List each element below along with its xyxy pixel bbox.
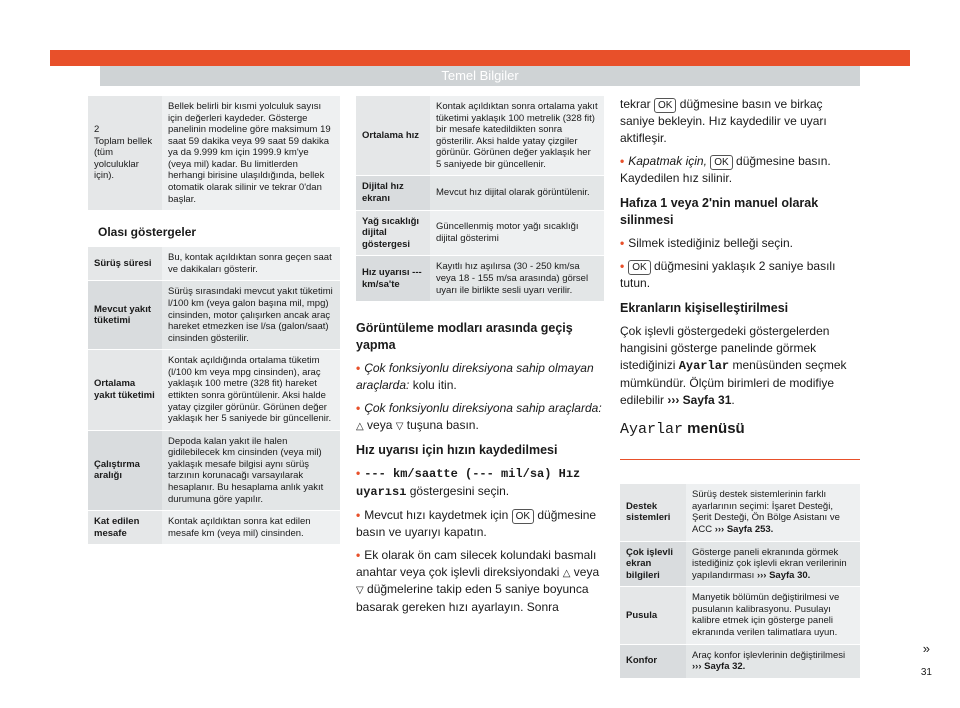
row-value: Sürüş sırasındaki mevcut yakıt tüketimi l/100 km (veya galon başına mil, mpg) cinsinden, motor çalışırken ancak araç hareket etmezken ise l/sa (galon/saat) cinsinden gösterilir. [162, 281, 340, 350]
bullet-text: Mevcut hızı kaydetmek için [364, 508, 512, 523]
triangle-up-icon: △ [356, 420, 364, 432]
section-header [100, 66, 860, 86]
row-key: Yağ sıcaklığı dijital göstergesi [356, 210, 430, 256]
bullet-icon: • [356, 466, 361, 480]
row-value [686, 644, 860, 678]
row-key: Dijital hız ekranı [356, 176, 430, 210]
row-key: 2 Toplam bellek (tüm yolculuklar için). [88, 96, 162, 211]
row-value-text: Gösterge paneli ekranında görmek istediğiniz çok işlevli ekran verilerinin yapılandırması [692, 546, 847, 581]
table-row [620, 484, 860, 541]
bullet-icon: • [620, 235, 625, 250]
section-title: Olası göstergeler [98, 225, 197, 240]
bullet-italic: Kapatmak için, [628, 154, 707, 169]
table-row [356, 256, 604, 302]
bullet-text: veya [570, 565, 600, 580]
settings-table [620, 484, 860, 679]
bullet-text: kolu itin. [409, 377, 457, 392]
paragraph-text: düğmesine basın ve birkaç saniye bekleyin. Hız kaydedilir ve uyarı aktifleşir. [620, 97, 827, 146]
list-item [356, 465, 604, 501]
paragraph [620, 96, 860, 147]
row-key: Hız uyarısı --- km/sa'te [356, 256, 430, 302]
memory-table [88, 96, 340, 211]
bullet-text: düğmesini yaklaşık 2 saniye basılı tutun. [620, 258, 836, 290]
ok-key: OK [512, 509, 534, 524]
bullet-text: tuşuna basın. [403, 417, 479, 432]
bullet-italic: Çok fonksiyonlu direksiyona sahip olmayan araçlarda: [356, 360, 594, 392]
row-value: Bellek belirli bir kısmi yolculuk sayısı için değerleri kaydeder. Gösterge panelinin modeline göre maksimum 19 saat 59 dakika veya 99 saat 59 dakika ya da 9.999 km için 1999.9 km'ye (veya mil) kadar. Bu limitlerden herhangi birisine ulaşıldığında, bellek otomatik olarak silinir ve tekrar 0'dan başlar. [162, 96, 340, 211]
bullet-text: düğmesine basın. Kaydedilen hız silinir. [620, 154, 831, 186]
table-row [88, 430, 340, 510]
bullet-icon: • [356, 400, 361, 415]
list-item [620, 258, 860, 292]
page-reference-link[interactable]: ››› Sayfa 32. [692, 661, 746, 673]
row-value-text: Manyetik bölümün değiştirilmesi ve pusulanın kalibrasyonu. Pusulayı kalibre etmek için gösterge paneli ekranında verilen talimatlara uyun. [692, 592, 840, 639]
row-value: Bu, kontak açıldıktan sonra geçen saat ve dakikaları gösterir. [162, 247, 340, 281]
row-value: Depoda kalan yakıt ile halen gidilebilecek km cinsinden (veya mil) yaklaşık mesafe bilgisi aynı sürüş tarzının korunacağı varsayılarak hesaplanır. Bu hesaplama anlık yakıt durumuna göre yapılır. [162, 430, 340, 510]
row-value: Kayıtlı hız aşılırsa (30 - 250 km/sa veya 18 - 155 m/sa arasında) görsel uyarı ile birlikte sesli uyarı verilir. [430, 256, 604, 302]
list-item [356, 507, 604, 541]
list-item [356, 360, 604, 394]
ok-key: OK [710, 155, 732, 170]
heading-divider [620, 450, 860, 460]
triangle-down-icon: ▽ [356, 585, 364, 597]
row-key: Ortalama hız [356, 96, 430, 176]
triangle-down-icon: ▽ [395, 420, 404, 432]
row-key: Pusula [620, 587, 686, 644]
menu-label: Ayarlar [620, 421, 684, 439]
continue-arrow: » [922, 641, 930, 656]
section-header-title: Temel Bilgiler [441, 68, 519, 83]
list-item [620, 153, 860, 187]
row-key: Destek sistemleri [620, 484, 686, 541]
table-row [620, 587, 860, 644]
row-value: Kontak açıldıktan sonra ortalama yakıt tüketimi yaklaşık 100 metrelik (328 fit) bir mesafe katedildikten sonra gösterilir. Aksi halde yatay çizgiler görünür. Görünen değer yaklaşık her 5 saniyede bir güncellenir. [430, 96, 604, 176]
table-row [620, 644, 860, 678]
column-1 [88, 96, 340, 545]
menu-label: Ayarlar [678, 358, 730, 373]
row-value [686, 541, 860, 587]
row-value [686, 587, 860, 644]
indicators-table [88, 247, 340, 545]
bullet-icon: • [620, 258, 625, 273]
heading-speed-warning: Hız uyarısı için hızın kaydedilmesi [356, 443, 558, 458]
bullet-icon: • [356, 360, 361, 375]
row-key: Sürüş süresi [88, 247, 162, 281]
column-2 [356, 96, 604, 622]
list-item [620, 235, 860, 252]
bullet-text: göstergesini seçin. [406, 484, 510, 499]
paragraph-text: tekrar [620, 97, 655, 111]
list-item [356, 400, 604, 434]
column-3 [620, 96, 860, 679]
menu-label: --- km/saatte (--- mil/sa) Hız uyarısı [356, 467, 581, 500]
row-value: Kontak açıldıktan sonra kat edilen mesafe km (veya mil) cinsinden. [162, 511, 340, 545]
bullet-icon: • [620, 154, 625, 169]
paragraph-text: Çok işlevli göstergedeki göstergelerden hangisini gösterge panelinde görmek istediğinizi [620, 323, 830, 372]
list-item [356, 547, 604, 615]
row-value-text: Araç konfor işlevlerinin değiştirilmesi [692, 649, 846, 661]
table-row [88, 281, 340, 350]
bullet-icon: • [356, 508, 361, 523]
heading-display-modes: Görüntüleme modları arasında geçiş yapma [356, 321, 573, 352]
table-row [356, 210, 604, 256]
bullet-italic: Çok fonksiyonlu direksiyona sahip araçlarda: [364, 400, 602, 415]
page-reference-link[interactable]: ››› Sayfa 30. [756, 569, 811, 581]
row-value-text: Sürüş destek sistemlerinin farklı ayarlarının seçimi: İşaret Desteği, Şerit Desteği, Ön Bölge Asistanı ve ACC [692, 489, 840, 536]
page-reference-link[interactable]: ››› Sayfa 31 [667, 393, 732, 407]
ok-key: OK [654, 98, 676, 113]
row-key: Ortalama yakıt tüketimi [88, 350, 162, 430]
table-row [356, 96, 604, 176]
row-value: Güncellenmiş motor yağı sıcaklığı dijital gösterimi [430, 210, 604, 256]
row-value [686, 484, 860, 541]
page-number: 31 [920, 667, 932, 678]
bullet-text: düğmesine basın ve uyarıyı kapatın. [356, 508, 597, 540]
page-reference-link[interactable]: ››› Sayfa 253. [714, 524, 774, 536]
heading-memory-clear: Hafıza 1 veya 2'nin manuel olarak silinmesi [620, 196, 819, 228]
row-key: Konfor [620, 644, 686, 678]
row-value: Kontak açıldığında ortalama tüketim (l/100 km veya mpg cinsinden), araç yaklaşık 100 metre (328 fit) hareket ettikten sonra görüntülenir. Aksi halde yatay çizgiler görünür. Görünen değer yaklaşık her 5 saniyede bir güncellenir. [162, 350, 340, 430]
row-key: Kat edilen mesafe [88, 511, 162, 545]
row-key: Çalıştırma aralığı [88, 430, 162, 510]
bullet-icon: • [356, 548, 361, 563]
table-row [356, 176, 604, 210]
triangle-up-icon: △ [562, 568, 571, 580]
heading-customization: Ekranların kişiselleştirilmesi [620, 301, 789, 315]
ok-key: OK [628, 260, 650, 275]
table-row [88, 247, 340, 281]
row-value: Mevcut hız dijital olarak görüntülenir. [430, 176, 604, 210]
bullet-text: Silmek istediğiniz belleği seçin. [628, 235, 793, 250]
table-row [88, 350, 340, 430]
row-key: Çok işlevli ekran bilgileri [620, 541, 686, 587]
table-row [88, 96, 340, 211]
table-row [88, 511, 340, 545]
table-row [620, 541, 860, 587]
heading-settings-menu [620, 419, 860, 440]
row-key: Mevcut yakıt tüketimi [88, 281, 162, 350]
bullet-text: düğmelerine takip eden 5 saniye boyunca basarak gereken hızı ayarlayın. Sonra [356, 582, 589, 614]
paragraph-text: menüsünden seçmek mümkündür. Ölçüm birimleri de modifiye edilebilir [620, 357, 847, 407]
bullet-text: Ek olarak ön cam silecek kolundaki basmalı anahtar veya çok işlevli direksiyondaki [356, 548, 597, 580]
heading-text: menüsü [683, 420, 745, 438]
paragraph-text: . [731, 393, 735, 407]
indicators-table-cont [356, 96, 604, 302]
paragraph [620, 323, 860, 409]
bullet-text: veya [363, 417, 396, 432]
